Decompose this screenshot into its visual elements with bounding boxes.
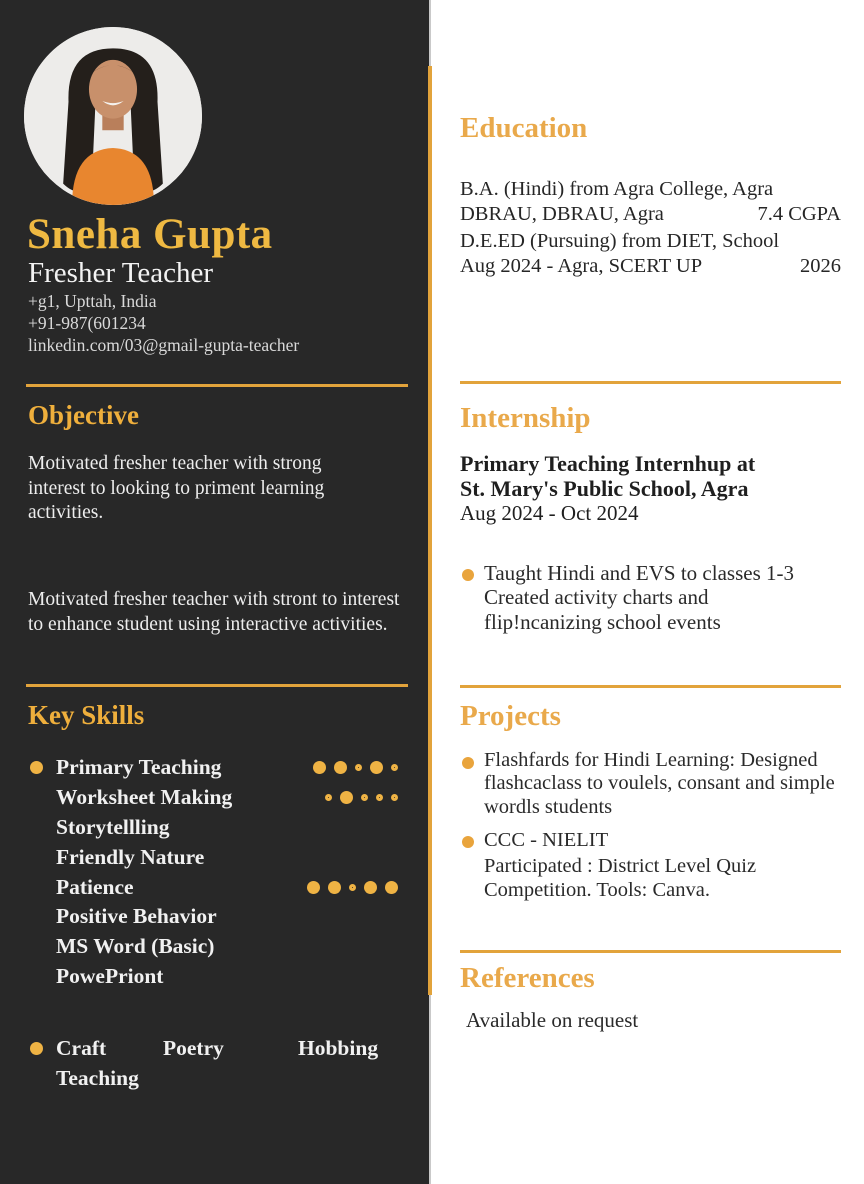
objective-paragraph: Motivated fresher teacher with strong interest to looking to priment learning activities. — [28, 453, 325, 523]
internship-detail-line: Created activity charts and — [484, 585, 709, 610]
profile-photo — [24, 27, 202, 205]
internship-title-line: Primary Teaching Internhup at — [460, 451, 756, 476]
education-score: 7.4 CGPA — [757, 203, 841, 225]
skill-row — [56, 902, 398, 932]
skill-name: Storytellling — [56, 814, 170, 839]
education-degree: B.A. (Hindi) from Agra College, Agra — [460, 178, 774, 200]
bullet-icon — [462, 757, 474, 769]
skill-rating — [307, 881, 398, 894]
objective-paragraph: Motivated fresher teacher with stront to interest to enhance student using interactive activities. — [28, 589, 400, 635]
bullet-icon — [30, 761, 43, 774]
skill-name: Patience — [56, 874, 134, 899]
hobby-item: Poetry — [163, 1036, 224, 1060]
hobby-item: Teaching — [56, 1066, 139, 1090]
education-year: 2026 — [800, 255, 841, 277]
skill-dot-filled-icon — [334, 761, 347, 774]
candidate-name: Sneha Gupta — [27, 211, 273, 258]
references-text: Available on request — [466, 1008, 639, 1032]
internship-detail-line: Taught Hindi and EVS to classes 1-3 — [484, 561, 794, 585]
contact-phone: +91-987(601234 — [28, 313, 146, 333]
skill-dot-outline-icon — [391, 764, 398, 771]
contact-linkedin: linkedin.com/03@gmail-gupta-teacher — [28, 335, 300, 355]
skill-row — [56, 872, 398, 902]
skill-dot-filled-icon — [313, 761, 326, 774]
internship-title — [460, 452, 841, 526]
skill-name: MS Word (Basic) — [56, 934, 215, 959]
education-heading: Education — [460, 112, 588, 144]
skill-dot-outline-icon — [349, 884, 356, 891]
profile-photo-illustration — [24, 27, 202, 205]
contact-location: +g1, Upttah, India — [28, 291, 157, 311]
bullet-icon — [30, 1042, 43, 1055]
candidate-job-title: Fresher Teacher — [28, 257, 214, 289]
internship-dates: Aug 2024 - Oct 2024 — [460, 501, 639, 525]
education-entry — [460, 229, 841, 279]
skill-name: Worksheet Making — [56, 785, 233, 810]
section-divider — [26, 384, 408, 387]
skill-rating — [325, 791, 398, 804]
skill-row — [56, 962, 398, 992]
section-divider — [460, 381, 841, 384]
section-divider — [460, 685, 841, 688]
skill-name: Positive Behavior — [56, 904, 217, 929]
skill-rating — [313, 761, 398, 774]
skill-dot-filled-icon — [328, 881, 341, 894]
section-divider — [460, 950, 841, 953]
skill-dot-outline-icon — [325, 794, 332, 801]
skill-dot-filled-icon — [364, 881, 377, 894]
skill-name: Friendly Nature — [56, 844, 205, 869]
hobby-item: Hobbing — [298, 1036, 379, 1060]
objective-heading: Objective — [28, 400, 139, 430]
references-heading: References — [460, 962, 595, 994]
internship-bullet-text — [484, 561, 794, 634]
skill-row — [56, 932, 398, 962]
project-item — [462, 828, 840, 903]
skill-dot-outline-icon — [391, 794, 398, 801]
education-institution: DBRAU, DBRAU, Agra — [460, 203, 664, 225]
project-title: CCC - NIELIT — [484, 829, 609, 851]
project-item — [462, 749, 840, 819]
internship-heading: Internship — [460, 402, 591, 434]
internship-bullet-item — [462, 561, 834, 634]
education-degree: D.E.ED (Pursuing) from DIET, School — [460, 230, 780, 252]
skill-name: Primary Teaching — [56, 755, 222, 780]
hobby-item: Craft — [56, 1036, 107, 1060]
project-text — [462, 828, 794, 903]
skill-dot-filled-icon — [370, 761, 383, 774]
projects-heading: Projects — [460, 700, 561, 732]
skill-row — [56, 753, 398, 783]
skill-dot-outline-icon — [355, 764, 362, 771]
contact-block — [28, 290, 418, 356]
skill-dot-outline-icon — [361, 794, 368, 801]
key-skills-heading: Key Skills — [28, 700, 145, 730]
skills-list — [56, 753, 398, 991]
hobbies-list — [56, 1036, 396, 1096]
project-text: Flashfards for Hindi Learning: Designed flashcaclass to voulels, consant and simple wordls students — [484, 749, 835, 818]
section-divider — [26, 684, 408, 687]
skill-dot-filled-icon — [307, 881, 320, 894]
internship-detail-line: flip!ncanizing school events — [484, 609, 721, 634]
skill-dot-filled-icon — [385, 881, 398, 894]
skill-row — [56, 813, 398, 843]
project-description: Participated : District Level Quiz Competition. Tools: Canva. — [484, 854, 757, 901]
bullet-icon — [462, 569, 474, 581]
panel-divider-accent — [428, 66, 432, 995]
education-institution: Aug 2024 - Agra, SCERT UP — [460, 255, 703, 277]
skill-name: PowePriont — [56, 963, 164, 988]
education-entry — [460, 177, 841, 227]
internship-title-line: St. Mary's Public School, Agra — [460, 475, 749, 501]
skill-dot-outline-icon — [376, 794, 383, 801]
skill-row — [56, 783, 398, 813]
skill-row — [56, 842, 398, 872]
bullet-icon — [462, 836, 474, 848]
skill-dot-filled-icon — [340, 791, 353, 804]
sidebar — [0, 0, 430, 1184]
